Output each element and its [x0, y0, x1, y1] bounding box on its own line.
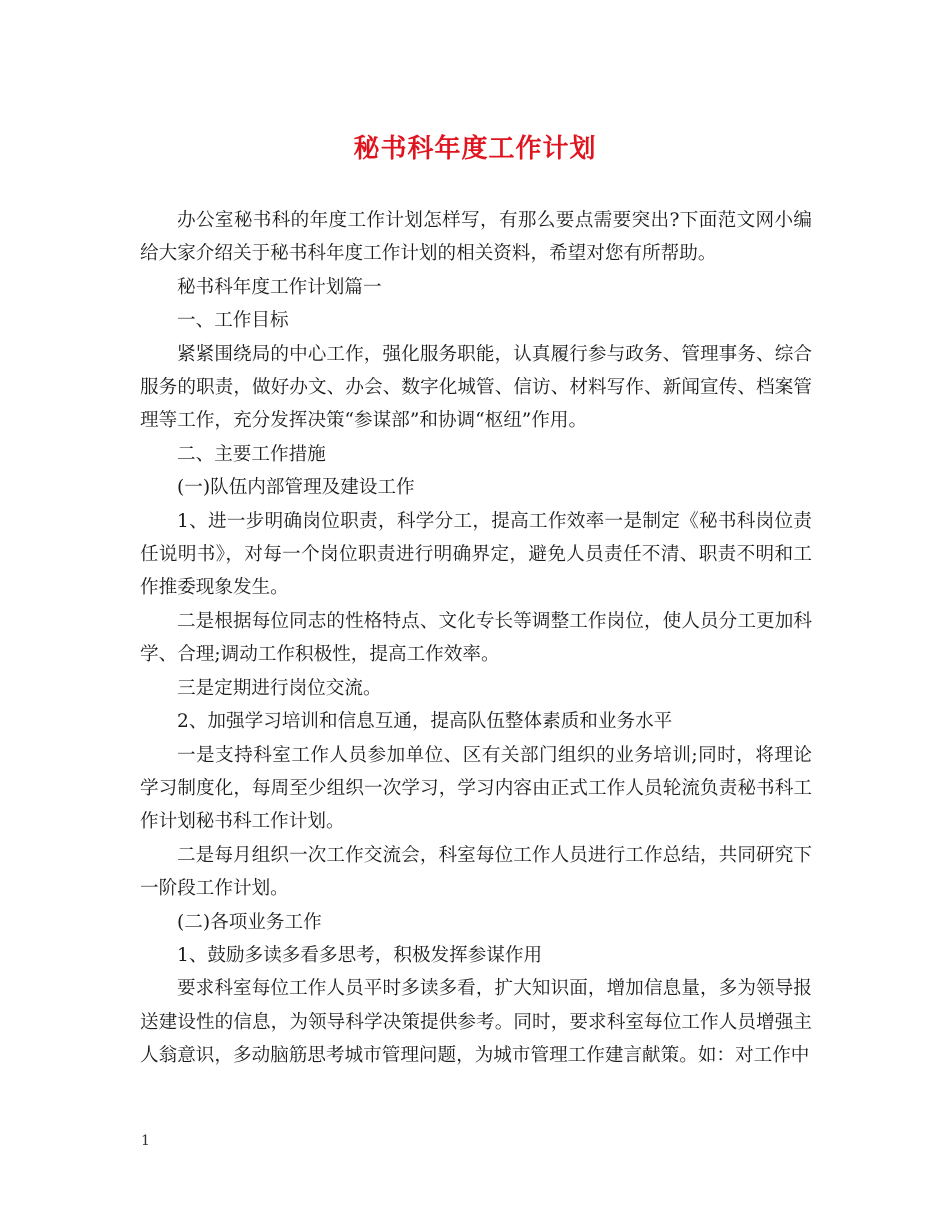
- paragraph-intro: 办公室秘书科的年度工作计划怎样写，有那么要点需要突出?下面范文网小编给大家介绍关于秘书科年度工作计划的相关资料，希望对您有所帮助。: [140, 210, 812, 265]
- paragraph-meetings: 二是每月组织一次工作交流会，科室每位工作人员进行工作总结，共同研究下一阶段工作计划。: [140, 844, 812, 900]
- paragraph-adjust-posts: 二是根据每位同志的性格特点、文化专长等调整工作岗位，使人员分工更加科学、合理;调动工作积极性，提高工作效率。: [140, 610, 812, 666]
- paragraph-encourage-heading: 1、鼓励多读多看多思考，积极发挥参谋作用: [177, 944, 543, 966]
- document-title: 秘书科年度工作计划: [353, 134, 597, 164]
- paragraph-training-heading: 2、加强学习培训和信息互通，提高队伍整体素质和业务水平: [177, 711, 673, 733]
- paragraph-goals: 紧紧围绕局的中心工作，强化服务职能，认真履行参与政务、管理事务、综合服务的职责，做好办文、办会、数字化城管、信访、材料写作、新闻宣传、档案管理等工作，充分发挥决策“参谋部”和协调“枢纽”作用。: [140, 343, 812, 432]
- paragraph-subheading-team: (一)队伍内部管理及建设工作: [177, 477, 415, 499]
- paragraph-section-heading: 秘书科年度工作计划篇一: [177, 276, 382, 298]
- paragraph-heading-goals: 一、工作目标: [177, 310, 289, 332]
- paragraph-duties: 1、进一步明确岗位职责，科学分工，提高工作效率一是制定《秘书科岗位责任说明书》，对每一个岗位职责进行明确界定，避免人员责任不清、职责不明和工作推委现象发生。: [140, 510, 812, 599]
- paragraph-encourage: 要求科室每位工作人员平时多读多看，扩大知识面，增加信息量，多为领导报送建设性的信息，为领导科学决策提供参考。同时，要求科室每位工作人员增强主人翁意识，多动脑筋思考城市管理问题，为城市管理工作建言献策。如：对工作中: [140, 978, 812, 1067]
- paragraph-rotation: 三是定期进行岗位交流。: [177, 677, 382, 699]
- page-number: 1: [141, 1133, 150, 1149]
- document-body: [140, 204, 812, 1073]
- paragraph-subheading-business: (二)各项业务工作: [177, 911, 322, 933]
- paragraph-heading-measures: 二、主要工作措施: [177, 443, 326, 465]
- paragraph-training: 一是支持科室工作人员参加单位、区有关部门组织的业务培训;同时，将理论学习制度化，每周至少组织一次学习，学习内容由正式工作人员轮流负责秘书科工作计划秘书科工作计划。: [140, 744, 812, 833]
